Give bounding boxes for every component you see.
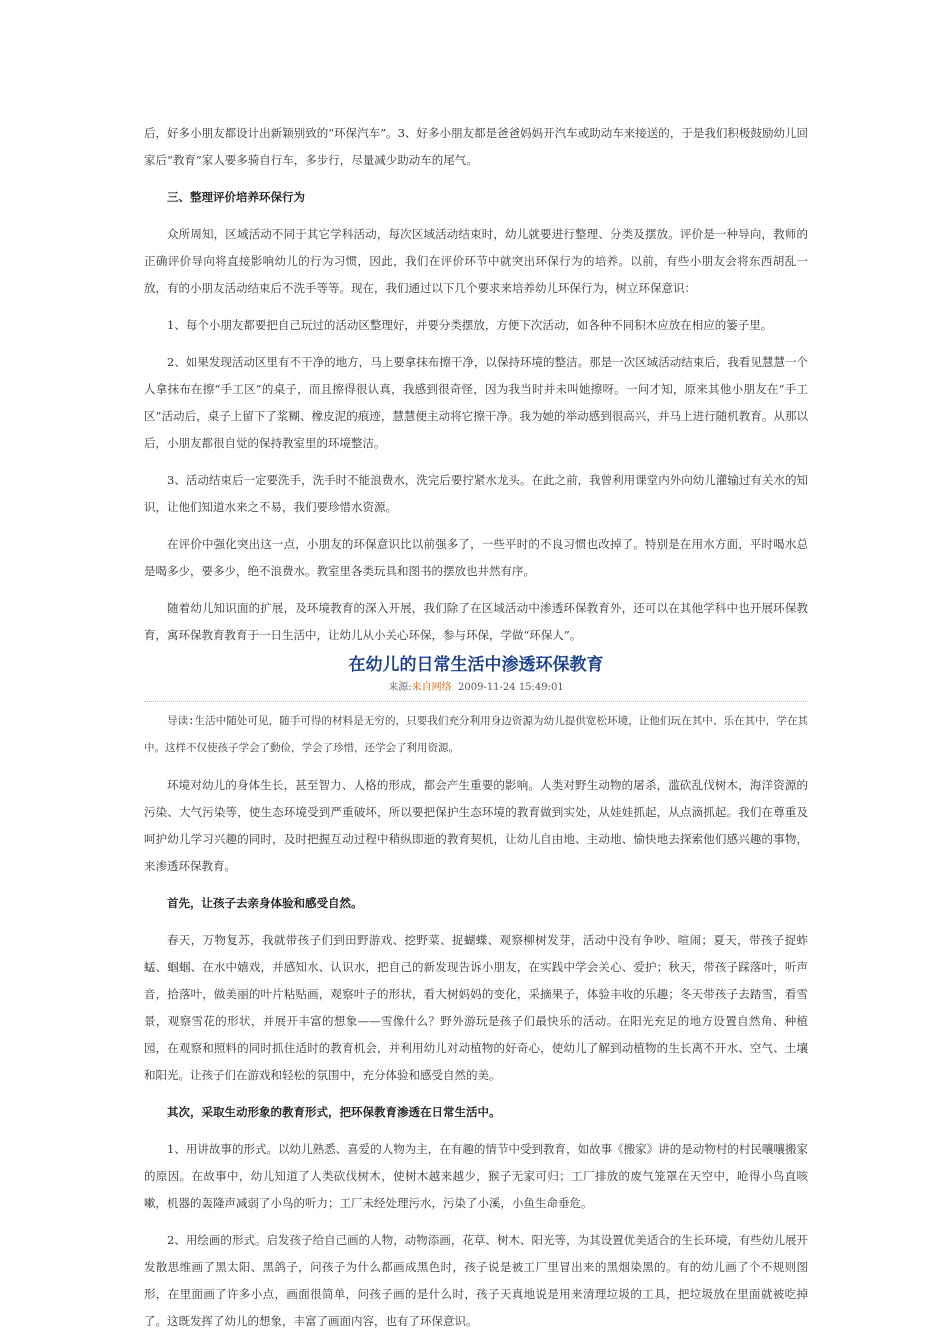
article-paragraph-1: 环境对幼儿的身体生长，甚至智力、人格的形成，都会产生重要的影响。人类对野生动物的屠杀，滥砍乱伐树木，海洋资源的污染、大气污染等，使生态环境受到严重破坏，所以要把保护生态环境的教育做到实处，从娃娃抓起，从点滴抓起。我们在尊重及呵护幼儿学习兴趣的同时，及时把握互动过程中稍纵即逝的教育契机，让幼儿自由地、主动地、愉快地去探索他们感兴趣的事物，来渗透环保教育。 (144, 778, 808, 873)
source-link[interactable]: 来自网络 (411, 682, 452, 693)
list-item-1: 1、每个小朋友都要把自己玩过的活动区整理好，并要分类摆放，方便下次活动，如各种不同积木应放在相应的篓子里。 (167, 318, 773, 332)
article-paragraph-2: 春天，万物复苏，我就带孩子们到田野游戏、挖野菜、捉蝴蝶、观察柳树发芽，活动中没有争吵、喧闹；夏天，带孩子捉蚱蜢、蝈蝈、在水中嬉戏，并感知水、认识水，把自己的新发现告诉小朋友，在实践中学会关心、爱护；秋天，带孩子踩落叶，听声音，拾落叶，做美丽的叶片粘贴画，观察叶子的形状，看大树妈妈的变化，采摘果子，体验丰收的乐趣；冬天带孩子去踏雪，看雪景，观察雪花的形状，并展开丰富的想象——雪像什么？野外游玩是孩子们最快乐的活动。在阳光充足的地方设置自然角、种植园，在观察和照料的同时抓住适时的教育机会，并利用幼儿对动植物的好奇心，使幼儿了解到动植物的生长离不开水、空气、土壤和阳光。让孩子们在游戏和轻松的氛围中，充分体验和感受自然的美。 (144, 933, 808, 1082)
paragraph-conclusion: 随着幼儿知识面的扩展，及环境教育的深入开展，我们除了在区域活动中渗透环保教育外，还可以在其他学科中也开展环保教育，寓环保教育教育于一日生活中，让幼儿从小关心环保，参与环保，学做“环保人”。 (144, 601, 808, 642)
paragraph-continued: 后，好多小朋友都设计出新颖别致的“环保汽车”。3、好多小朋友都是爸爸妈妈开汽车或助动车来接送的，于是我们积极鼓励幼儿回家后“教育”家人要多骑自行车，多步行，尽量减少助动车的尾气。 (144, 126, 808, 167)
article-heading-1: 首先，让孩子去亲身体验和感受自然。 (167, 896, 363, 910)
source-label: 来源: (388, 682, 412, 693)
list-item-3: 3、活动结束后一定要洗手，洗手时不能浪费水，洗完后要拧紧水龙头。在此之前，我曾利用课堂内外向幼儿灌输过有关水的知识，让他们知道水来之不易，我们要珍惜水资源。 (144, 473, 808, 514)
paragraph-evaluation: 在评价中强化突出这一点，小朋友的环保意识比以前强多了，一些平时的不良习惯也改掉了。特别是在用水方面，平时喝水总是喝多少，要多少，绝不浪费水。教室里各类玩具和图书的摆放也井然有序。 (144, 537, 808, 578)
section-heading-3: 三、整理评价培养环保行为 (167, 190, 305, 204)
article-title: 在幼儿的日常生活中渗透环保教育 (348, 655, 604, 675)
divider (144, 701, 808, 702)
paragraph-intro: 众所周知，区域活动不同于其它学科活动，每次区域活动结束时，幼儿就要进行整理、分类及摆放。评价是一种导向，教师的正确评价导向将直接影响幼儿的行为习惯，因此，我们在评价环节中就突出环保行为的培养。以前，有些小朋友会将东西胡乱一放，有的小朋友活动结束后不洗手等等。现在，我们通过以下几个要求来培养幼儿环保行为，树立环保意识： (144, 227, 808, 295)
article-paragraph-3: 1、用讲故事的形式。以幼儿熟悉、喜爱的人物为主，在有趣的情节中受到教育，如故事《搬家》讲的是动物村的村民嚷嚷搬家的原因。在故事中，幼儿知道了人类砍伐树木，使树木越来越少，猴子无家可归；工厂排放的废气笼罩在天空中，呛得小鸟直咳嗽，机器的轰隆声减弱了小鸟的听力；工厂未经处理污水，污染了小溪，小鱼生命垂危。 (144, 1142, 808, 1210)
article-paragraph-4: 2、用绘画的形式。启发孩子给自己画的人物，动物添画，花草、树木、阳光等，为其设置优美适合的生长环境，有些幼儿展开发散思维画了黑太阳、黑鸽子，问孩子为什么都画成黑色时，孩子说是被工厂里冒出来的黑烟染黑的。有的幼儿画了个不规则图形，在里面画了许多小点，画面很简单，问孩子画的是什么时，孩子天真地说是用来清理垃圾的工具，把垃圾放在里面就被吃掉了。这既发挥了幼儿的想象，丰富了画面内容，也有了环保意识。 (144, 1233, 808, 1328)
article-meta (144, 679, 808, 697)
document-page (144, 120, 808, 1335)
article-lead: 导读:生活中随处可见，随手可得的材料是无穷的，只要我们充分利用身边资源为幼儿提供宽松环境，让他们玩在其中、乐在其中，学在其中。这样不仅使孩子学会了動俭，学会了珍惜，还学会了利用资源。 (144, 715, 808, 754)
publish-datetime: 2009-11-24 15:49:01 (457, 682, 564, 693)
article-heading-2: 其次，采取生动形象的教育形式，把环保教育渗透在日常生活中。 (167, 1105, 501, 1119)
list-item-2: 2、如果发现活动区里有不干净的地方，马上要拿抹布擦干净，以保持环境的整洁。那是一次区域活动结束后，我看见慧慧一个人拿抹布在擦“手工区”的桌子，而且擦得很认真，我感到很奇怪，因为我当时并未叫她擦呀。一问才知，原来其他小朋友在“手工区”活动后，桌子上留下了浆糊、橡皮泥的痕迹，慧慧便主动将它擦干净。我为她的举动感到很高兴，并马上进行随机教育。从那以后，小朋友都很自觉的保持教室里的环境整洁。 (144, 355, 808, 450)
